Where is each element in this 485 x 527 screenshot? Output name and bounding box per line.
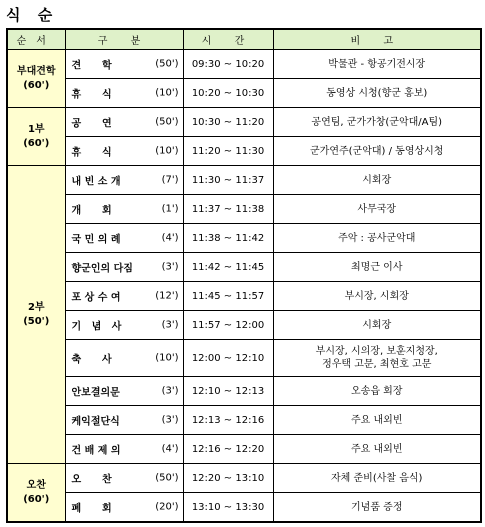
note-cell: 최명근 이사 xyxy=(273,253,481,282)
item-duration: (3') xyxy=(161,385,179,397)
item-cell xyxy=(65,79,183,108)
section-cell xyxy=(7,166,65,464)
time-cell: 12:20 ~ 13:10 xyxy=(183,464,273,493)
time-cell: 11:30 ~ 11:37 xyxy=(183,166,273,195)
time-cell: 12:16 ~ 12:20 xyxy=(183,435,273,464)
item-duration: (10') xyxy=(155,87,179,99)
table-row xyxy=(7,50,481,79)
item-duration: (3') xyxy=(161,319,179,331)
time-cell: 11:42 ~ 11:45 xyxy=(183,253,273,282)
item-name: 개 회 xyxy=(71,205,112,217)
time-cell: 11:20 ~ 11:30 xyxy=(183,137,273,166)
note-cell: 동영상 시청(향군 홍보) xyxy=(273,79,481,108)
note-cell: 자체 준비(사찰 음식) xyxy=(273,464,481,493)
table-row xyxy=(7,137,481,166)
time-cell: 10:30 ~ 11:20 xyxy=(183,108,273,137)
note-cell: 사무국장 xyxy=(273,195,481,224)
item-name: 휴 식 xyxy=(71,89,112,101)
item-duration: (1') xyxy=(161,203,179,215)
time-cell: 11:45 ~ 11:57 xyxy=(183,282,273,311)
item-cell xyxy=(65,464,183,493)
item-duration: (3') xyxy=(161,261,179,273)
table-row xyxy=(7,340,481,377)
header-category: 구 분 xyxy=(65,29,183,50)
note-cell: 부시장, 시회장 xyxy=(273,282,481,311)
note-cell: 박물관 - 항공기전시장 xyxy=(273,50,481,79)
table-row xyxy=(7,464,481,493)
header-time: 시 간 xyxy=(183,29,273,50)
item-name: 축 사 xyxy=(71,354,112,366)
item-cell xyxy=(65,377,183,406)
item-name: 견 학 xyxy=(71,60,112,72)
table-row xyxy=(7,224,481,253)
item-name: 건 배 제 의 xyxy=(71,445,121,457)
item-name: 포 상 수 여 xyxy=(71,292,121,304)
item-name: 폐 회 xyxy=(71,503,112,515)
item-cell xyxy=(65,50,183,79)
item-cell xyxy=(65,340,183,377)
time-cell: 10:20 ~ 10:30 xyxy=(183,79,273,108)
note-cell: 주요 내외빈 xyxy=(273,406,481,435)
page-title: 식 순 xyxy=(6,6,59,24)
item-cell xyxy=(65,253,183,282)
note-cell: 주악 : 공사군악대 xyxy=(273,224,481,253)
time-cell: 09:30 ~ 10:20 xyxy=(183,50,273,79)
item-cell xyxy=(65,224,183,253)
time-cell: 11:37 ~ 11:38 xyxy=(183,195,273,224)
item-name: 케익절단식 xyxy=(71,416,120,428)
schedule-table xyxy=(6,28,482,523)
time-cell: 12:13 ~ 12:16 xyxy=(183,406,273,435)
table-row xyxy=(7,377,481,406)
note-cell: 군가연주(군악대) / 동영상시청 xyxy=(273,137,481,166)
item-duration: (10') xyxy=(155,145,179,157)
table-row xyxy=(7,195,481,224)
item-duration: (20') xyxy=(155,501,179,513)
item-duration: (50') xyxy=(155,472,179,484)
item-name: 기 념 사 xyxy=(71,321,122,333)
section-cell xyxy=(7,50,65,108)
item-duration: (10') xyxy=(155,352,179,364)
item-name: 국 민 의 례 xyxy=(71,234,121,246)
item-cell xyxy=(65,406,183,435)
item-duration: (7') xyxy=(161,174,179,186)
section-cell xyxy=(7,464,65,523)
table-row xyxy=(7,253,481,282)
item-duration: (4') xyxy=(161,443,179,455)
table-row xyxy=(7,311,481,340)
item-cell xyxy=(65,311,183,340)
section-duration: (60') xyxy=(23,79,50,91)
item-cell xyxy=(65,435,183,464)
section-name: 오찬 xyxy=(26,479,46,491)
header-order: 순서 xyxy=(7,29,65,50)
item-name: 향군인의 다짐 xyxy=(71,263,133,275)
table-row xyxy=(7,282,481,311)
table-row xyxy=(7,108,481,137)
table-row xyxy=(7,493,481,523)
item-name: 내 빈 소 개 xyxy=(71,176,121,188)
item-name: 오 찬 xyxy=(71,474,112,486)
note-cell: 부시장, 시의장, 보훈지청장, 정우택 고문, 최현호 고문 xyxy=(273,340,481,377)
section-name: 부대견학 xyxy=(16,65,56,77)
note-cell: 공연팀, 군가가창(군악대/A팀) xyxy=(273,108,481,137)
time-cell: 12:00 ~ 12:10 xyxy=(183,340,273,377)
item-cell xyxy=(65,166,183,195)
item-cell xyxy=(65,137,183,166)
section-name: 2부 xyxy=(27,301,45,313)
table-row xyxy=(7,406,481,435)
note-cell: 시회장 xyxy=(273,311,481,340)
section-duration: (50') xyxy=(23,315,50,327)
time-cell: 11:57 ~ 12:00 xyxy=(183,311,273,340)
item-name: 공 연 xyxy=(71,118,112,130)
header-row xyxy=(7,29,481,50)
section-duration: (60') xyxy=(23,493,50,505)
time-cell: 11:38 ~ 11:42 xyxy=(183,224,273,253)
section-cell xyxy=(7,108,65,166)
table-row xyxy=(7,166,481,195)
item-cell xyxy=(65,108,183,137)
item-duration: (50') xyxy=(155,58,179,70)
schedule-body xyxy=(7,50,481,523)
item-duration: (3') xyxy=(161,414,179,426)
item-name: 휴 식 xyxy=(71,147,112,159)
note-cell: 기념품 증정 xyxy=(273,493,481,523)
section-duration: (60') xyxy=(23,137,50,149)
time-cell: 12:10 ~ 12:13 xyxy=(183,377,273,406)
item-duration: (4') xyxy=(161,232,179,244)
item-duration: (12') xyxy=(155,290,179,302)
note-cell: 시회장 xyxy=(273,166,481,195)
note-cell: 주요 내외빈 xyxy=(273,435,481,464)
item-name: 안보결의문 xyxy=(71,387,120,399)
header-note: 비 고 xyxy=(273,29,481,50)
item-cell xyxy=(65,493,183,523)
item-duration: (50') xyxy=(155,116,179,128)
table-row xyxy=(7,79,481,108)
item-cell xyxy=(65,195,183,224)
item-cell xyxy=(65,282,183,311)
table-row xyxy=(7,435,481,464)
time-cell: 13:10 ~ 13:30 xyxy=(183,493,273,523)
note-cell: 오송읍 회장 xyxy=(273,377,481,406)
section-name: 1부 xyxy=(27,123,45,135)
